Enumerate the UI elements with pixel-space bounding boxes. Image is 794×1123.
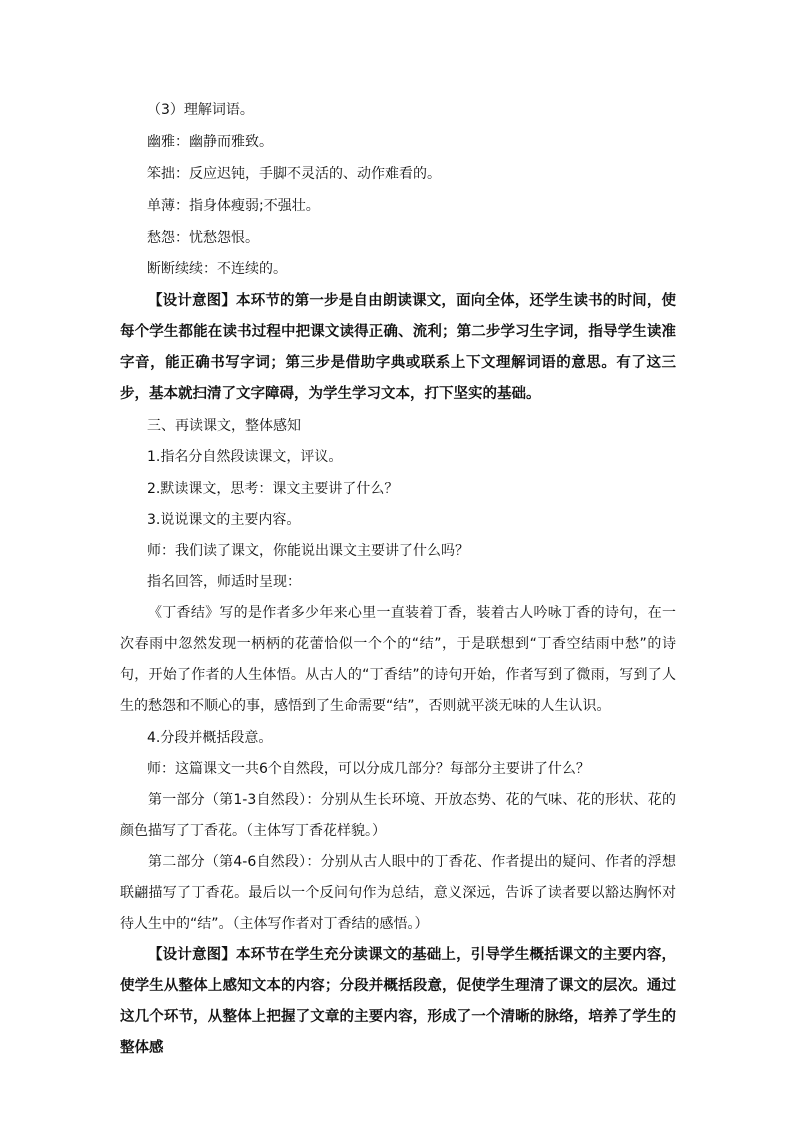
part-2-paragraph: 第二部分（第4-6自然段）：分别从古人眼中的丁香花、作者提出的疑问、作者的浮想联翩描写了丁香花。最后以一个反问句作为总结，意义深远，告诉了读者要以豁达胸怀对待人生中的“结”。（主体写作者对丁香结的感悟。） — [120, 854, 676, 932]
teacher-question-2: 师：这篇课文一共6个自然段，可以分成几部分？每部分主要讲了什么？ — [147, 761, 590, 777]
vocab-item-youya: 幽雅：幽静而雅致。 — [147, 134, 273, 150]
vocab-item-chouyuan: 愁怨：忧愁怨恨。 — [147, 230, 259, 246]
part-1-paragraph: 第一部分（第1-3自然段）：分别从生长环境、开放态势、花的气味、花的形状、花的颜色描写了丁香花。（主体写丁香花样貌。） — [120, 792, 676, 839]
vocab-item-benzhuo: 笨拙：反应迟钝，手脚不灵活的、动作难看的。 — [147, 166, 441, 182]
step-item-3: 3.说说课文的主要内容。 — [147, 512, 301, 528]
summary-paragraph: 《丁香结》写的是作者多少年来心里一直装着丁香，装着古人吟咏丁香的诗句，在一次春雨中忽然发现一柄柄的花蕾恰似一个个的“结”，于是联想到“丁香空结雨中愁”的诗句，开始了作者的人生体悟。从古人的“丁香结”的诗句开始，作者写到了微雨，写到了人生的愁怨和不顺心的事，感悟到了生命需要“结”，否则就平淡无味的人生认识。 — [120, 605, 676, 714]
step-item-2: 2.默读课文，思考：课文主要讲了什么？ — [147, 481, 399, 497]
teacher-question: 师：我们读了课文，你能说出课文主要讲了什么吗？ — [147, 543, 469, 559]
answer-prompt: 指名回答，师适时呈现： — [147, 574, 301, 590]
design-intent-paragraph-2: 【设计意图】本环节在学生充分读课文的基础上，引导学生概括课文的主要内容，使学生从整体上感知文本的内容；分段并概括段意，促使学生理清了课文的层次。通过这几个环节，从整体上把握了文章的主要内容，形成了一个清晰的脉络，培养了学生的整体感 — [120, 947, 676, 1056]
vocab-item-danbo: 单薄：指身体瘦弱;不强壮。 — [147, 198, 320, 214]
vocab-item-duanduanxuxu: 断断续续：不连续的。 — [147, 261, 287, 277]
design-intent-paragraph-1: 【设计意图】本环节的第一步是自由朗读课文，面向全体，还学生读书的时间，使每个学生都能在读书过程中把课文读得正确、流利；第二步学习生字词，指导学生读准字音，能正确书写字词；第三步是借助字典或联系上下文理解词语的意思。有了这三步，基本就扫清了文字障碍，为学生学习文本，打下坚实的基础。 — [120, 293, 676, 402]
section-heading: 三、再读课文，整体感知 — [147, 418, 301, 434]
step-item-4: 4.分段并概括段意。 — [147, 730, 273, 746]
step-item-1: 1.指名分自然段读课文，评议。 — [147, 449, 343, 465]
vocab-heading: （3）理解词语。 — [147, 102, 254, 118]
